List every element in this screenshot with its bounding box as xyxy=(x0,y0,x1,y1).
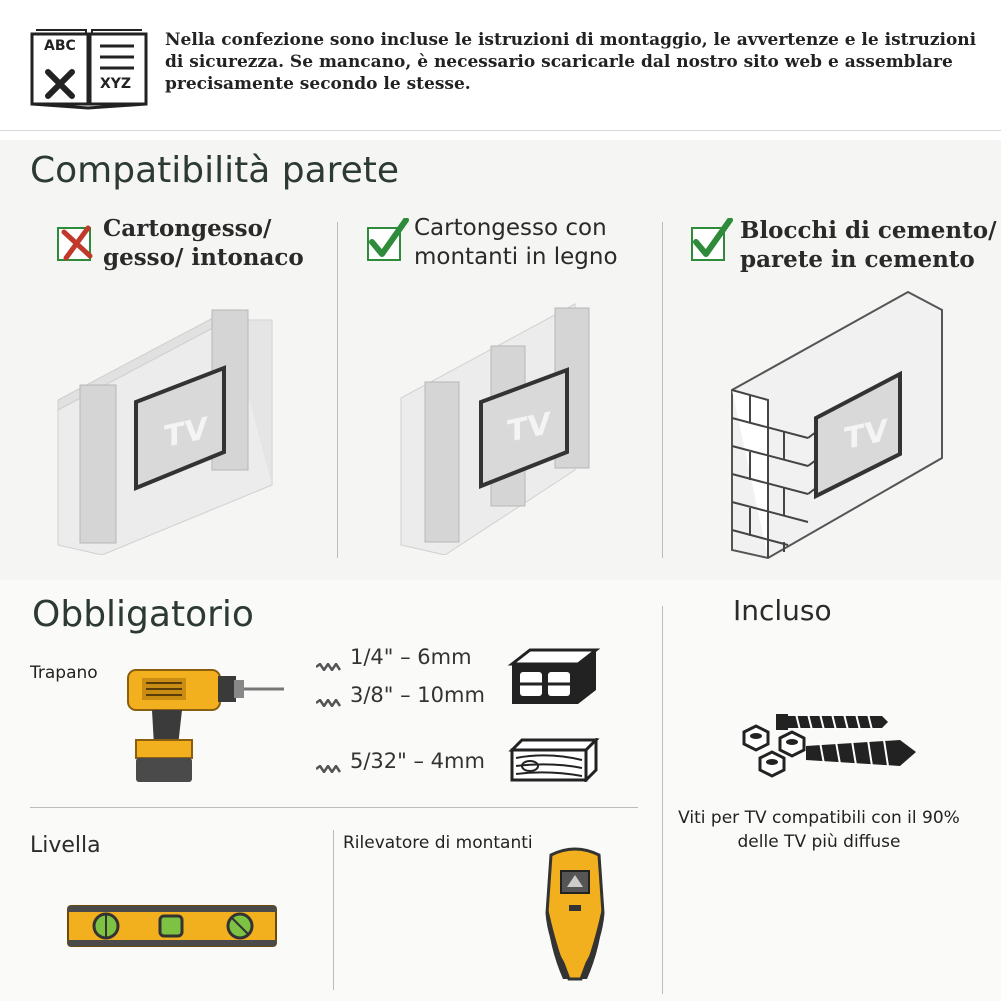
drywall-illustration xyxy=(52,290,322,559)
stud-finder-label: Rilevatore di montanti xyxy=(343,833,533,853)
wall-3-label-line2: parete in cemento xyxy=(740,246,975,273)
included-caption-line1: Viti per TV compatibili con il 90% xyxy=(678,808,960,828)
check-icon xyxy=(366,218,410,266)
compat-divider-2 xyxy=(662,222,663,558)
wall-1-label-line1: Cartongesso/ xyxy=(103,215,272,242)
top-divider xyxy=(0,130,1001,131)
tv-3-text: TV xyxy=(844,413,888,458)
stud-finder-icon xyxy=(543,843,607,987)
cross-icon xyxy=(56,222,96,266)
wall-1-label xyxy=(103,214,304,272)
wall-2-label xyxy=(414,214,618,272)
bit-size-3: 5/32" – 4mm xyxy=(350,749,485,773)
wall-1-label-line2: gesso/ intonaco xyxy=(103,244,304,271)
bit-size-1: 1/4" – 6mm xyxy=(350,645,472,669)
wall-2-label-line1: Cartongesso con xyxy=(414,215,607,241)
required-title: Obbligatorio xyxy=(32,594,254,635)
tv-1-text: TV xyxy=(164,411,208,456)
wall-3-label xyxy=(740,216,997,274)
included-divider xyxy=(662,606,663,994)
manual-book-icon xyxy=(28,24,150,110)
drill-label: Trapano xyxy=(30,663,98,683)
bit-size-2: 3/8" – 10mm xyxy=(350,683,485,707)
level-label: Livella xyxy=(30,833,101,858)
drill-bit-icon xyxy=(316,758,342,777)
included-caption-line2: delle TV più diffuse xyxy=(737,832,901,852)
check-icon xyxy=(690,218,734,266)
drill-bit-icon xyxy=(316,656,342,675)
compat-title: Compatibilità parete xyxy=(30,150,400,191)
tools-divider xyxy=(30,807,638,808)
tv-2-text: TV xyxy=(507,406,551,451)
book-icon-abc-text: ABC xyxy=(44,38,76,54)
book-icon-xyz-text: XYZ xyxy=(100,76,132,92)
level-divider xyxy=(333,830,334,990)
concrete-block-icon xyxy=(508,646,600,712)
spirit-level-icon xyxy=(66,904,278,952)
included-caption xyxy=(666,806,972,854)
drill-bit-icon xyxy=(316,692,342,711)
drill-icon xyxy=(124,662,288,790)
brick-wall-illustration xyxy=(728,290,948,564)
intro-text: Nella confezione sono incluse le istruzioni di montaggio, le avvertenze e le istruzioni di sicurezza. Se mancano, è necessario scaricarle dal nostro sito web e assemblare precisamente secondo le stesse. xyxy=(165,30,977,94)
wall-2-label-line2: montanti in legno xyxy=(414,244,618,270)
wall-3-label-line1: Blocchi di cemento/ xyxy=(740,217,997,244)
included-title: Incluso xyxy=(733,594,832,627)
wood-plank-icon xyxy=(508,738,600,786)
screws-nuts-icon xyxy=(732,708,918,782)
stud-wall-illustration xyxy=(395,290,610,559)
compat-divider-1 xyxy=(337,222,338,558)
